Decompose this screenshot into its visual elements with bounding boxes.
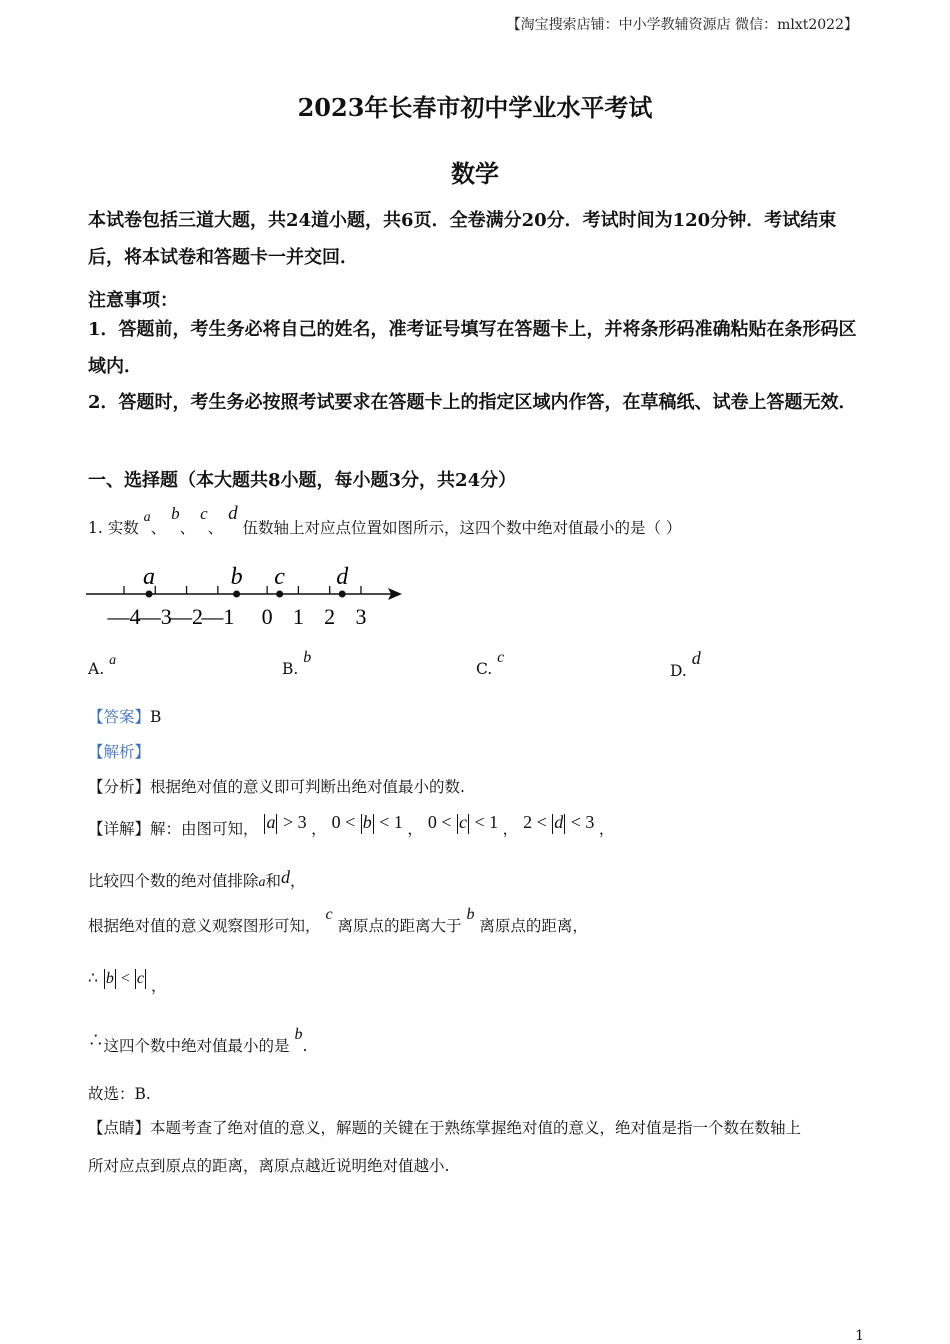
number-line-point-d bbox=[339, 591, 346, 598]
observe-pre: 根据绝对值的意义观察图形可知， bbox=[88, 917, 321, 935]
conclusion-line bbox=[88, 1026, 308, 1057]
q1-sep: 、 bbox=[150, 519, 167, 537]
option-d-var: d bbox=[691, 648, 701, 668]
ineq-comma: ， bbox=[311, 820, 327, 838]
option-b-var: b bbox=[303, 649, 312, 666]
abs-b-var: b bbox=[105, 970, 114, 987]
exam-intro: 本试卷包括三道大题，共24道小题，共6页．全卷满分20分．考试时间为120分钟．考试结束后，将本试卷和答题卡一并交回． bbox=[88, 210, 837, 268]
option-c-var: c bbox=[497, 649, 505, 666]
number-line-point-label-a: a bbox=[143, 564, 156, 590]
subject-title: 数学 bbox=[451, 159, 499, 188]
number-line-point-label-b: b bbox=[230, 564, 243, 590]
compare-end: ， bbox=[290, 872, 306, 890]
comment-line-1 bbox=[88, 1118, 801, 1138]
abs-compare-comma: ， bbox=[150, 977, 167, 995]
lt-symbol: < bbox=[120, 970, 130, 987]
conclusion-period: . bbox=[302, 1037, 308, 1055]
number-line-tick-label: —2 bbox=[170, 604, 204, 629]
q1-var-c: c bbox=[200, 504, 208, 523]
q1-suffix: 伍数轴上对应点位置如图所示，这四个数中绝对值最小的是（ ） bbox=[242, 519, 682, 537]
section-1-heading: 一、选择题（本大题共8小题，每小题3分，共24分） bbox=[88, 470, 517, 491]
since-symbol: ∴ bbox=[88, 1031, 104, 1049]
observe-var-c: c bbox=[325, 906, 333, 923]
answer-label: 【答案】 bbox=[88, 708, 151, 726]
comment-text-1: 本题考查了绝对值的意义，解题的关键在于熟练掌握绝对值的意义，绝对值是指一个数在数轴上 bbox=[150, 1119, 802, 1137]
option-c[interactable] bbox=[476, 649, 505, 679]
ineq-d-var: d bbox=[554, 812, 564, 832]
comment-line-2: 所对应点到原点的距离，离原点越近说明绝对值越小. bbox=[88, 1157, 450, 1175]
option-b[interactable] bbox=[282, 649, 312, 679]
compare-var-d: d bbox=[281, 867, 291, 887]
ineq-a-var: a bbox=[266, 812, 276, 832]
ineq-comma: ， bbox=[407, 820, 423, 838]
option-d[interactable] bbox=[670, 648, 701, 681]
observe-mid: 离原点的距离大于 bbox=[337, 917, 462, 935]
observe-var-b: b bbox=[466, 906, 475, 923]
number-line-tick-label: 2 bbox=[324, 604, 336, 629]
option-c-letter: C. bbox=[476, 660, 493, 678]
conclusion-text: 这四个数中绝对值最小的是 bbox=[103, 1037, 290, 1055]
detail-tag: 【详解】 bbox=[88, 820, 151, 838]
ineq-d-left: 2 < bbox=[523, 812, 547, 832]
therefore-line bbox=[88, 968, 167, 995]
q1-prefix: 1. 实数 bbox=[88, 519, 139, 537]
ineq-d-right: < 3 bbox=[570, 812, 595, 832]
option-a-var: a bbox=[109, 653, 117, 668]
detail-text: 解：由图可知， bbox=[150, 820, 259, 838]
ineq-c-right: < 1 bbox=[474, 812, 499, 832]
number-line-point-label-c: c bbox=[274, 564, 285, 590]
number-line-tick-label: —3 bbox=[138, 604, 172, 629]
number-line-point-b bbox=[233, 591, 240, 598]
number-line-point-label-d: d bbox=[336, 564, 349, 590]
number-line-tick-label: —1 bbox=[201, 604, 235, 629]
question-1 bbox=[88, 503, 682, 540]
abs-c-var: c bbox=[136, 970, 144, 987]
option-a[interactable] bbox=[88, 653, 117, 679]
ineq-a bbox=[263, 812, 311, 832]
answer-value: B bbox=[150, 708, 162, 726]
number-line-tick-label: 0 bbox=[261, 604, 273, 629]
abs-compare bbox=[103, 970, 151, 987]
analysis-tag: 【分析】 bbox=[88, 778, 151, 796]
ineq-c bbox=[428, 812, 503, 832]
page-title: 2023年长春市初中学业水平考试 bbox=[297, 93, 653, 122]
conclusion-var-b: b bbox=[294, 1026, 303, 1043]
comment-tag: 【点睛】 bbox=[88, 1119, 151, 1137]
q1-var-b: b bbox=[171, 504, 180, 523]
compare-and: 和 bbox=[265, 872, 282, 890]
observe-line bbox=[88, 906, 588, 937]
ineq-a-right: > 3 bbox=[282, 812, 307, 832]
option-d-letter: D. bbox=[670, 662, 687, 680]
answer-line bbox=[88, 707, 161, 727]
number-line-tick-label: —4 bbox=[107, 604, 141, 629]
observe-end: 离原点的距离， bbox=[479, 917, 588, 935]
ineq-c-var: c bbox=[459, 812, 467, 832]
ineq-comma: ， bbox=[598, 820, 615, 838]
ineq-comma: ， bbox=[502, 820, 519, 838]
compare-pre: 比较四个数的绝对值排除 bbox=[88, 872, 259, 890]
note-2: 2．答题时，考生务必按照考试要求在答题卡上的指定区域内作答，在草稿纸、试卷上答题无效． bbox=[88, 392, 857, 413]
ineq-b-var: b bbox=[362, 812, 372, 832]
analysis-label: 【解析】 bbox=[88, 743, 151, 761]
analysis-text: 根据绝对值的意义即可判断出绝对值最小的数. bbox=[150, 778, 465, 796]
q1-sep: 、 bbox=[179, 519, 196, 537]
ineq-c-left: 0 < bbox=[427, 812, 452, 832]
option-b-letter: B. bbox=[282, 660, 299, 678]
notes-heading: 注意事项： bbox=[88, 290, 178, 311]
q1-sep: 、 bbox=[207, 519, 224, 537]
ineq-d bbox=[523, 812, 599, 832]
compare-line bbox=[88, 867, 306, 893]
ineq-b-right: < 1 bbox=[379, 812, 403, 832]
q1-var-a: a bbox=[143, 510, 151, 525]
compare-var-a: a bbox=[258, 875, 266, 890]
q1-var-d: d bbox=[228, 503, 238, 524]
header-note: 【淘宝搜索店铺：中小学教辅资源店 微信：mlxt2022】 bbox=[506, 17, 858, 33]
choose-line: 故选：B. bbox=[88, 1085, 151, 1103]
number-line bbox=[86, 556, 416, 636]
option-a-letter: A. bbox=[88, 660, 105, 678]
analysis-line bbox=[88, 777, 465, 797]
ineq-b-left: 0 < bbox=[331, 812, 356, 832]
therefore-symbol: ∴ bbox=[88, 969, 98, 987]
detail-line bbox=[88, 812, 615, 840]
page-number: 1 bbox=[855, 1328, 864, 1344]
number-line-tick-label: 1 bbox=[292, 604, 304, 629]
number-line-tick-label: 3 bbox=[355, 604, 367, 629]
number-line-point-a bbox=[146, 591, 153, 598]
number-line-point-c bbox=[276, 591, 283, 598]
note-1: 1．答题前，考生务必将自己的姓名，准考证号填写在答题卡上，并将条形码准确粘贴在条形码区域内． bbox=[88, 319, 857, 377]
ineq-b bbox=[332, 812, 408, 832]
